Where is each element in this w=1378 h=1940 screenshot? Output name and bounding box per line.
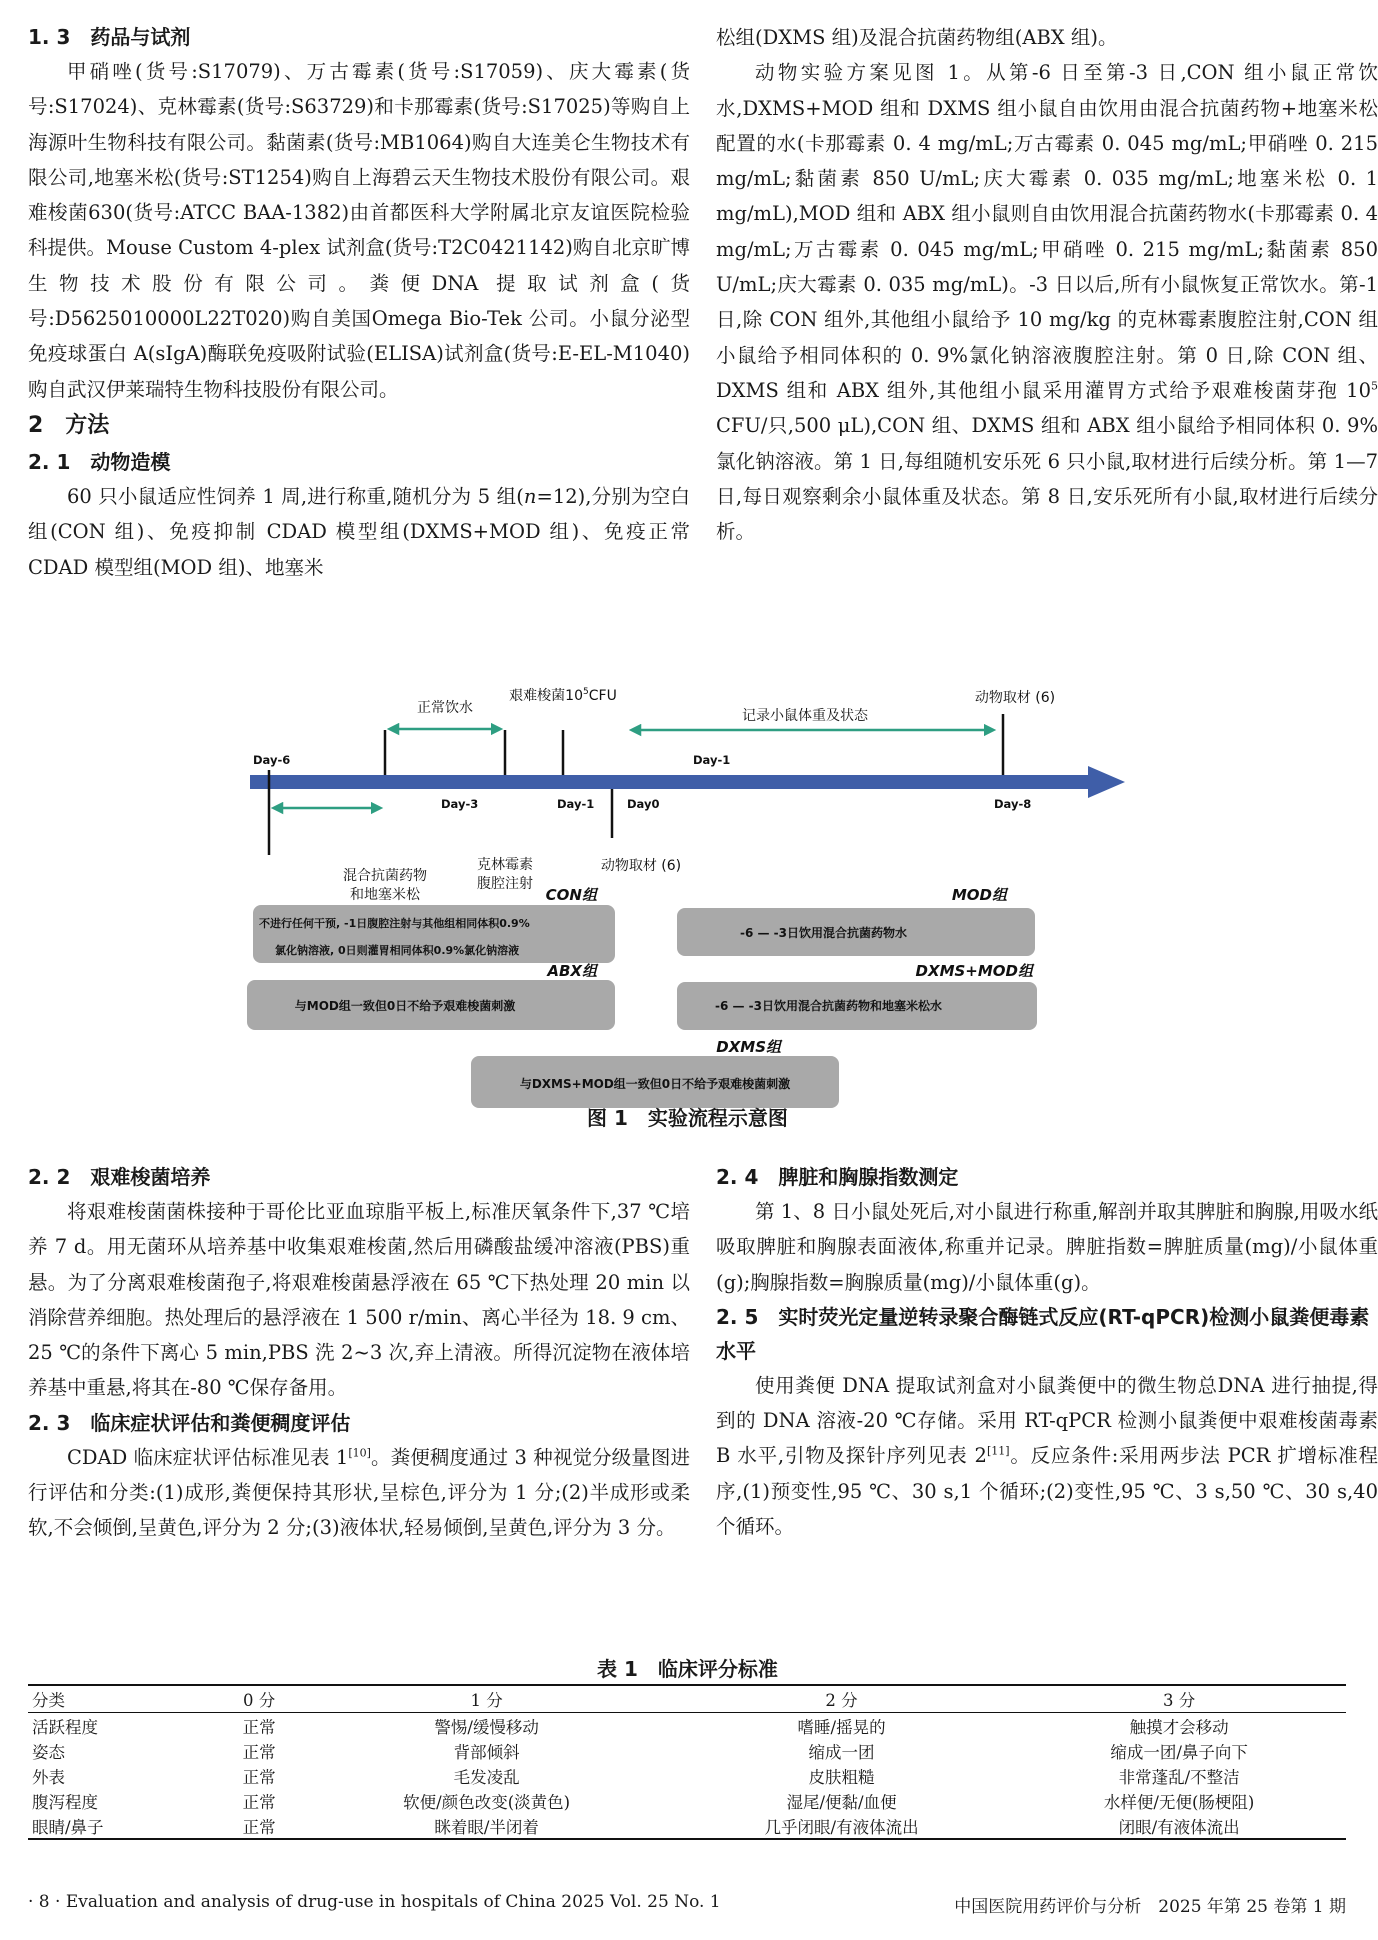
section-heading-2-4: 2. 4 脾脏和胸腺指数测定: [716, 1165, 959, 1189]
table-cell: 非常蓬乱/不整洁: [1118, 1767, 1240, 1787]
paragraph-experiment-protocol: 动物实验方案见图 1。从第-6 日至第-3 日,CON 组小鼠正常饮水,DXMS+MOD 组和 DXMS 组小鼠自由饮用由混合抗菌药物+地塞米松配置的水(卡那霉素 0. 4 mg/mL;万古霉素 0. 045 mg/mL;甲硝唑 0. 215 mg/mL;黏菌素 850 U/mL;庆大霉素 0. 035 mg/mL;地塞米松 0. 1 mg/mL),MOD 组和 ABX 组小鼠则自由饮用混合抗菌药物水(卡那霉素 0. 4 mg/mL;万古霉素 0. 045 mg/mL;甲硝唑 0. 215 mg/mL;黏菌素 850 U/mL;庆大霉素 0. 035 mg/mL)。-3 日以后,所有小鼠恢复正常饮水。第-1 日,除 CON 组外,其他组小鼠给予 10 mg/kg 的克林霉素腹腔注射,CON 组小鼠给予相同体积的 0. 9%氯化钠溶液腹腔注射。第 0 日,除 CON 组、DXMS 组和 ABX 组外,其他组小鼠采用灌胃方式给予艰难梭菌芽孢 $10^5$ CFU/只,500 μL),CON 组、DXMS 组和 ABX 组小鼠给予相同体积 0. 9%氯化钠溶液。第 1 日,每组随机安乐死 6 只小鼠,取材进行后续分析。第 1—7 日,每日观察剩余小鼠体重及状态。第 8 日,安乐死所有小鼠,取材进行后续分析。: [716, 61, 1378, 544]
table-row: [28, 1813, 1346, 1839]
timeline-arrowhead: [1088, 766, 1125, 798]
dxms-mod-text: -6 — -3日饮用混合抗菌药物和地塞米松水: [715, 999, 943, 1013]
paragraph-rt-qpcr: 使用粪便 DNA 提取试剂盒对小鼠粪便中的微生物总DNA 进行抽提,得到的 DNA 溶液-20 ℃存储。采用 RT-qPCR 检测小鼠粪便中艰难梭菌毒素 B 水平,引物及探针序列见表 2[11]。反应条件:采用两步法 PCR 扩增标准程序,(1)预变性,95 ℃、30 s,1 个循环;(2)变性,95 ℃、3 s,50 ℃、30 s,40 个循环。: [716, 1373, 1378, 1539]
table-header-cell: 分类: [28, 1685, 216, 1713]
right-column-upper: [716, 20, 1378, 549]
table-cell: 正常: [242, 1767, 276, 1787]
table-cell: 腹泻程度: [32, 1792, 98, 1812]
section-heading-2-3: 2. 3 临床症状评估和粪便稠度评估: [28, 1410, 351, 1435]
group-con: [253, 886, 615, 963]
table-header-cell: 1 分: [302, 1685, 671, 1713]
table-cell: 触摸才会移动: [1129, 1717, 1229, 1737]
label-day-8: Day-8: [994, 797, 1032, 811]
paragraph-cd-culture: 将艰难梭菌菌株接种于哥伦比亚血琼脂平板上,标准厌氧条件下,37 ℃培养 7 d。用无菌环从培养基中收集艰难梭菌,然后用磷酸盐缓冲溶液(PBS)重悬。为了分离艰难梭菌孢子,将艰难梭菌悬浮液在 65 ℃下热处理 20 min 以消除营养细胞。热处理后的悬浮液在 1 500 r/min、离心半径为 18. 9 cm、25 ℃的条件下离心 5 min,PBS 洗 2~3 次,弃上清液。所得沉淀物在液体培养基中重悬,将其在-80 ℃保存备用。: [28, 1200, 690, 1400]
label-day-minus-6: Day-6: [253, 753, 291, 767]
label-record-weight: 记录小鼠体重及状态: [742, 708, 868, 724]
label-day-minus-1: Day-1: [557, 797, 595, 811]
paragraph-drugs-reagents: 甲硝唑(货号:S17079)、万古霉素(货号:S17059)、庆大霉素(货号:S17024)、克林霉素(货号:S63729)和卡那霉素(货号:S17025)等购自上海源叶生物科技有限公司。黏菌素(货号:MB1064)购自大连美仑生物技术有限公司,地塞米松(货号:ST1254)购自上海碧云天生物技术股份有限公司。艰难梭菌630(货号:ATCC BAA-1382)由首都医科大学附属北京友谊医院检验科提供。Mouse Custom 4-plex 试剂盒(货号:T2C0421142)购自北京旷博生物技术股份有限公司。粪便DNA 提取试剂盒(货号:D5625010000L22T020)购自美国Omega Bio-Tek 公司。小鼠分泌型免疫球蛋白 A(sIgA)酶联免疫吸附试验(ELISA)试剂盒(货号:E-EL-M1040)购自武汉伊莱瑞特生物科技股份有限公司。: [28, 60, 690, 401]
table-cell: 外表: [32, 1767, 65, 1787]
con-text-2: 氯化钠溶液, 0日则灌胃相同体积0.9%氯化钠溶液: [275, 944, 520, 957]
con-title: CON组: [545, 886, 597, 904]
clinical-score-table: [28, 1684, 1346, 1840]
section-heading-1-3: 1. 3 药品与试剂: [28, 25, 191, 49]
table-cell: 正常: [242, 1792, 276, 1812]
table-cell: 闭眼/有液体流出: [1012, 1813, 1346, 1839]
section-heading-2-5: 2. 5 实时荧光定量逆转录聚合酶链式反应(RT-qPCR)检测小鼠粪便毒素水平: [716, 1304, 1370, 1363]
label-sampling-day8: 动物取材 (6): [974, 690, 1056, 706]
table-cell: 缩成一团/鼻子向下: [1110, 1742, 1248, 1762]
timeline-bar: [250, 775, 1090, 789]
abx-title: ABX组: [547, 962, 597, 980]
table-cell: 皮肤粗糙: [808, 1767, 875, 1787]
section-heading-2: 2 方法: [28, 412, 110, 438]
left-column-lower: [28, 1160, 690, 1546]
label-day-minus-3: Day-3: [441, 797, 479, 811]
table-row: [28, 1738, 1346, 1763]
timeline-arrow: [250, 766, 1125, 798]
dxms-mod-title: DXMS+MOD组: [915, 962, 1033, 980]
footer-journal-en: · 8 · Evaluation and analysis of drug-use in hospitals of China 2025 Vol. 25 No. 1: [28, 1892, 721, 1912]
table-title: 表 1 临床评分标准: [597, 1657, 778, 1681]
left-column-upper: [28, 20, 690, 585]
label-clinda-1: 克林霉素: [477, 857, 533, 873]
right-column-lower: [716, 1160, 1378, 1544]
paragraph-animal-model-cont: 松组(DXMS 组)及混合抗菌药物组(ABX 组)。: [716, 26, 1118, 49]
group-mod: [677, 886, 1035, 956]
experiment-flow-figure: [245, 680, 1125, 1120]
mod-title: MOD组: [951, 886, 1007, 904]
label-cd-spores: 艰难梭菌$10^5CFU$: [509, 687, 617, 704]
table-cell: 眯着眼/半闭着: [302, 1813, 671, 1839]
paragraph-clinical-symptoms: CDAD 临床症状评估标准见表 1[10]。粪便稠度通过 3 种视觉分级量图进行评估和分类:(1)成形,粪便保持其形状,呈棕色,评分为 1 分;(2)半成形或柔软,不会倾倒,呈黄色,评分为 2 分;(3)液体状,轻易倾倒,呈黄色,评分为 3 分。: [28, 1445, 690, 1540]
table-header-cell: 2 分: [671, 1685, 1012, 1713]
label-clinda-2: 腹腔注射: [477, 876, 533, 892]
dxms-title: DXMS组: [716, 1038, 781, 1056]
table-cell: 警惕/缓慢移动: [434, 1717, 539, 1737]
table-cell: 几乎闭眼/有液体流出: [671, 1813, 1012, 1839]
group-dxms: [471, 1038, 839, 1108]
table-cell: 正常: [242, 1717, 276, 1737]
table-header-row: [28, 1685, 1346, 1713]
label-day-1: Day-1: [693, 753, 731, 767]
abx-text: 与MOD组一致但0日不给予艰难梭菌刺激: [294, 999, 516, 1013]
table-cell: 嗜睡/摇晃的: [797, 1717, 886, 1737]
table-row: [28, 1713, 1346, 1739]
label-day-0: Day0: [627, 797, 660, 811]
table-header-cell: 0 分: [216, 1685, 302, 1713]
table-cell: 毛发凌乱: [453, 1767, 520, 1787]
table-cell: 湿尾/便黏/血便: [786, 1792, 897, 1812]
paragraph-animal-model: 60 只小鼠适应性饲养 1 周,进行称重,随机分为 5 组(n=12),分别为空白组(CON 组)、免疫抑制 CDAD 模型组(DXMS+MOD 组)、免疫正常 CDAD 模型组(MOD 组)、地塞米: [28, 484, 690, 579]
table-cell: 活跃程度: [32, 1717, 98, 1737]
table-cell: 姿态: [32, 1742, 65, 1762]
section-heading-2-1: 2. 1 动物造模: [28, 449, 171, 474]
con-text-1: 不进行任何干预, -1日腹腔注射与其他组相同体积0.9%: [259, 917, 530, 930]
label-abx-dex-1: 混合抗菌药物: [343, 868, 427, 884]
group-abx: [247, 962, 615, 1030]
table-cell: 软便/颜色改变(淡黄色): [403, 1792, 571, 1812]
paragraph-organ-index: 第 1、8 日小鼠处死后,对小鼠进行称重,解剖并取其脾脏和胸腺,用吸水纸吸取脾脏和胸腺表面液体,称重并记录。脾脏指数=脾脏质量(mg)/小鼠体重(g);胸腺指数=胸腺质量(mg)/小鼠体重(g)。: [716, 1200, 1378, 1294]
table-cell: 正常: [216, 1813, 302, 1839]
figure-caption: 图 1 实验流程示意图: [587, 1106, 788, 1130]
table-header-cell: 3 分: [1012, 1685, 1346, 1713]
table-row: [28, 1788, 1346, 1813]
dxms-text: 与DXMS+MOD组一致但0日不给予艰难梭菌刺激: [519, 1077, 791, 1091]
table-cell: 缩成一团: [808, 1742, 875, 1762]
table-cell: 背部倾斜: [453, 1742, 520, 1762]
mod-text: -6 — -3日饮用混合抗菌药物水: [740, 926, 908, 940]
label-abx-dex-2: 和地塞米松: [350, 887, 420, 903]
group-dxms-mod: [677, 962, 1037, 1030]
table-cell: 正常: [242, 1742, 276, 1762]
footer-journal-cn: 中国医院用药评价与分析 2025 年第 25 卷第 1 期: [954, 1897, 1346, 1917]
table-row: [28, 1763, 1346, 1788]
label-sampling-day1: 动物取材 (6): [600, 858, 682, 874]
table-cell: 水样便/无便(肠梗阻): [1103, 1792, 1255, 1812]
table-cell: 眼睛/鼻子: [28, 1813, 216, 1839]
label-normal-water: 正常饮水: [417, 700, 473, 716]
section-heading-2-2: 2. 2 艰难梭菌培养: [28, 1165, 211, 1189]
